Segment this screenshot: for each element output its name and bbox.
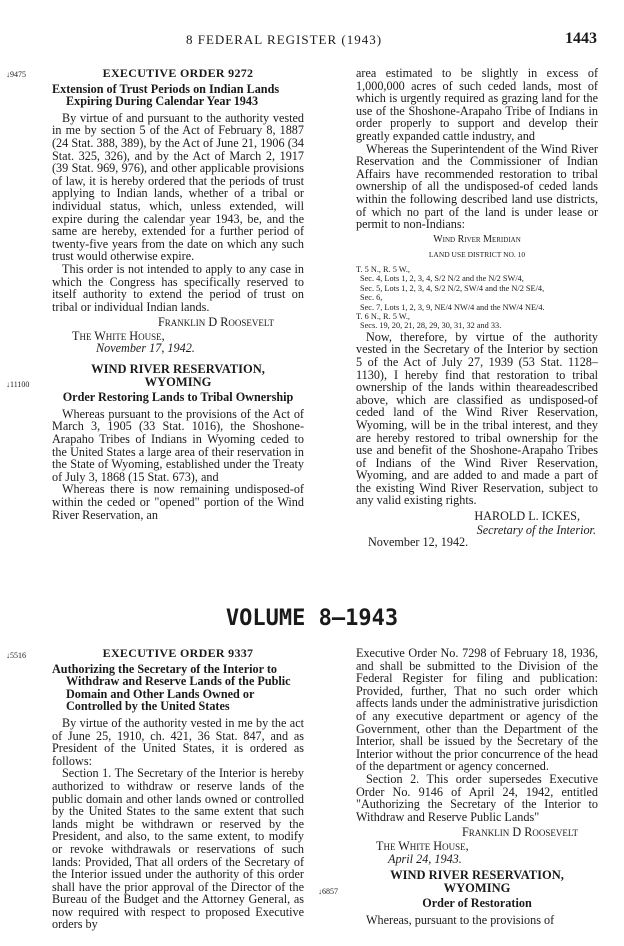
district-heading: LAND USE DISTRICT NO. 10: [428, 250, 526, 260]
top-right-column: [356, 67, 598, 549]
running-title: 8 FEDERAL REGISTER (1943): [186, 32, 383, 47]
order-date: November 12, 1942.: [368, 535, 469, 550]
paragraph: Whereas, pursuant to the provisions of: [366, 912, 555, 927]
page-number: 1443: [565, 30, 597, 47]
signature: HAROLD L. ICKES,: [474, 509, 580, 524]
order-subtitle: Extension of Trust Periods on Indian Lands Expiring During Calendar Year 1943: [52, 81, 280, 109]
bottom-right-column: [356, 647, 598, 926]
signature: Franklin D Roosevelt: [158, 315, 274, 330]
paragraph: Executive Order No. 7298 of February 18, 1936, and shall be submitted to the Division of the Federal Register for filing and publication: Provided, further, That no such order which affects lands under the administrative jurisdiction of any executive department or agency of the Government, other than the Department of the Interior, shall be issued by the Secretary of the Interior without the prior concurrence of the head of the department or agency concerned.: [356, 646, 598, 774]
order-subtitle: Authorizing the Secretary of the Interior to Withdraw and Reserve Lands of the Public Domain and Other Lands Owned or Controlled by the United States: [52, 661, 291, 714]
signature: Franklin D Roosevelt: [462, 825, 578, 840]
white-house-line: The White House,: [72, 328, 165, 343]
paragraph: Section 1. The Secretary of the Interior is hereby authorized to withdraw or reserve lands of the public domain and other lands owned or controlled by the United States to the same extent that such lands might be withdrawn or reserved by the President, and also, to the same extent, to modify or revoke withdrawals or reservations of such lands: Provided, That all orders of the Secretary of the Interior issued under the authority of this order shall have the prior approval of the Director of the Bureau of the Budget and the Attorney General, as now required with respect to proposed Executive orders by: [52, 766, 304, 932]
order-title: Order Restoring Lands to Tribal Ownership: [62, 390, 294, 405]
section-title: WYOMING: [443, 880, 511, 895]
paragraph: Whereas pursuant to the provisions of the Act of March 3, 1905 (33 Stat. 1016), the Shoshone-Arapaho Tribes of Indians in Wyoming ceded to the United States a large area of their reservation in the State of Wyoming, established under the Treaty of July 3, 1868 (15 Stat. 673), and: [52, 406, 304, 484]
order-title: Order of Restoration: [422, 896, 532, 911]
paragraph: Section 2. This order supersedes Executive Order No. 9146 of April 24, 1942, entitled "Authorizing the Secretary of the Interior to Withdraw and Reserve Public Lands": [356, 771, 598, 824]
margin-reference: ↓9475: [6, 70, 26, 79]
legal-description: Sec. 6,: [360, 293, 383, 303]
margin-reference: ↓5516: [6, 651, 26, 660]
order-date: November 17, 1942.: [96, 341, 195, 356]
paragraph: This order is not intended to apply to any case in which the Congress has specifically reserved to itself authority to extend the period of trust on tribal or individual Indian lands.: [52, 261, 304, 314]
top-left-column: [52, 67, 304, 521]
section-title: WYOMING: [144, 374, 212, 389]
paragraph: Now, therefore, by virtue of the authority vested in the Secretary of the Interior by section 5 of the Act of July 27, 1939 (53 Stat. 1128–1130), I hereby find that restoration to tribal ownership of the lands within theareadescribed above, which are classified as undisposed-of ceded land of the Wind River Reservation, Wyoming, will be in the tribal interest, and they are hereby restored to tribal ownership for the use and benefit of the Shoshone-Arapaho Tribes of Indians of the Wind River Reservation, Wyoming, and are added to and made a part of the existing Wind River Reservation, subject to any valid existing rights.: [356, 329, 598, 508]
legal-description: Sec. 7, Lots 1, 2, 3, 9, NE/4 NW/4 and the NW/4 NE/4.: [360, 302, 545, 312]
paragraph: By virtue of and pursuant to the authority vested in me by section 5 of the Act of February 8, 1887 (24 Stat. 388, 389), by the Act of June 21, 1906 (34 Stat. 325, 326), and by the Act of March 2, 1917 (39 Stat. 969, 976), and other applicable provisions of law, it is hereby ordered that the periods of trust applying to Indian lands, whether of a tribal or individual status, which, unless extended, will expire during the calendar year 1943, be, and the same are hereby, extended for a further period of twenty-five years from the date on which any such trust would otherwise expire.: [52, 110, 304, 264]
legal-description: Sec. 4, Lots 1, 2, 3, 4, S/2 N/2 and the N/2 SW/4,: [360, 274, 524, 284]
margin-reference: ↓6857: [318, 887, 338, 896]
volume-heading: VOLUME 8—1943: [225, 606, 399, 631]
paragraph: area estimated to be slightly in excess of 1,000,000 acres of such ceded lands, most of which is urgently required as grazing land for the use of the Shoshone-Arapaho Tribe of Indians in order properly to support and develop their greatly expanded cattle industry, and: [356, 66, 598, 143]
paragraph: Whereas there is now remaining undisposed-of within the ceded or "opened" portion of the Wind River Reservation, an: [52, 482, 304, 522]
executive-order-title: EXECUTIVE ORDER 9337: [102, 646, 254, 660]
margin-reference: ↓11100: [6, 380, 30, 389]
running-header: [0, 30, 624, 50]
paragraph: By virtue of the authority vested in me by the act of June 25, 1910, ch. 421, 36 Stat. 847, and as President of the United States, it is ordered as follows:: [52, 715, 304, 768]
section-title: WIND RIVER RESERVATION,: [91, 362, 265, 377]
section-title: WIND RIVER RESERVATION,: [390, 868, 564, 883]
legal-description: T. 6 N., R. 5 W.,: [356, 311, 411, 321]
executive-order-title: EXECUTIVE ORDER 9272: [102, 66, 254, 80]
order-date: April 24, 1943.: [388, 851, 462, 866]
legal-description: Sec. 5, Lots 1, 2, 3, 4, S/2 N/2, SW/4 and the N/2 SE/4,: [360, 283, 545, 293]
meridian-heading: Wind River Meridian: [433, 233, 521, 245]
paragraph: Whereas the Superintendent of the Wind River Reservation and the Commissioner of Indian Affairs have recommended restoration to tribal ownership of all the undisposed-of ceded lands within the following described land use districts, of which no part of the land is under lease or permit to non-Indians:: [356, 141, 598, 232]
legal-description: T. 5 N., R. 5 W.,: [356, 264, 411, 274]
legal-description: Secs. 19, 20, 21, 28, 29, 30, 31, 32 and 33.: [360, 321, 502, 331]
signatory-title: Secretary of the Interior.: [476, 522, 596, 537]
white-house-line: The White House,: [376, 838, 469, 853]
bottom-left-column: [52, 647, 304, 931]
